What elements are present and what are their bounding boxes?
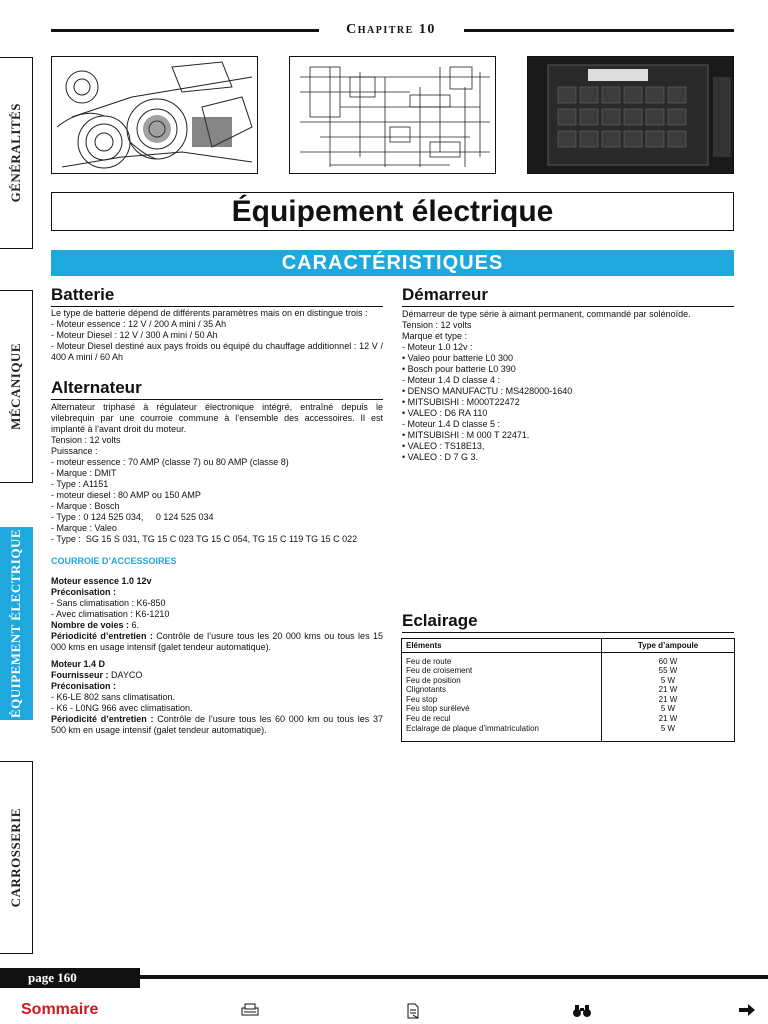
alternateur-line: - Marque : DMIT	[51, 468, 117, 478]
side-tab-generalites[interactable]	[0, 57, 33, 249]
table-row	[402, 685, 735, 695]
footer-rule	[137, 975, 768, 979]
cell-element: Eclairage de plaque d’immatriculation	[406, 723, 539, 733]
courroie-m1-voies	[51, 620, 383, 631]
cell-type: 5 W	[602, 704, 735, 714]
wiring-diagram	[289, 56, 496, 174]
label: Fournisseur :	[51, 670, 109, 680]
side-tab-label: GÉNÉRALITÉS	[8, 103, 23, 203]
batterie-line: - Moteur Diesel destiné aux pays froids ou équipé du chauffage additionnel : 12 V / 400 A mini / 60 Ah	[51, 341, 383, 362]
label: Périodicité d’entretien :	[51, 631, 153, 641]
alternateur-line: Puissance :	[51, 446, 98, 456]
table-row	[402, 657, 735, 667]
alternateur-text	[51, 402, 383, 545]
sommaire-link[interactable]: Sommaire	[21, 1001, 99, 1018]
chapter-rule-left	[51, 29, 319, 32]
demarreur-line: Démarreur de type série à aimant permanent, commandé par solénoïde.	[402, 309, 691, 319]
side-tab-label: MÉCANIQUE	[8, 343, 23, 430]
page-number: page 160	[0, 968, 140, 988]
cell-type: 60 W	[602, 657, 735, 667]
side-tab-label: ÉQUIPEMENT ÉLECTRIQUE	[8, 528, 23, 719]
table-row	[402, 695, 735, 705]
page-title: Équipement électrique	[231, 194, 554, 228]
courroie-m1-line: - Avec climatisation : K6-1210	[51, 609, 170, 619]
demarreur-line: • DENSO MANUFACTU : MS428000-1640	[402, 386, 573, 396]
batterie-line: - Moteur Diesel : 12 V / 300 A mini / 50 Ah	[51, 330, 218, 340]
demarreur-line: - Moteur 1.0 12v :	[402, 342, 473, 352]
courroie-m1-period	[51, 631, 383, 653]
cell-type: 21 W	[602, 695, 735, 705]
cell-type: 55 W	[602, 666, 735, 676]
demarreur-line: • VALEO : D 7 G 3.	[402, 452, 479, 462]
cell-element: Feu de position	[406, 675, 461, 685]
alternateur-line: Tension : 12 volts	[51, 435, 121, 445]
demarreur-line: • VALEO : TS18E13,	[402, 441, 485, 451]
demarreur-line: Tension : 12 volts	[402, 320, 472, 330]
courroie-m1-title: Moteur essence 1.0 12v	[51, 576, 152, 586]
demarreur-text	[402, 309, 734, 463]
cell-type: 21 W	[602, 714, 735, 724]
courroie-m2-title: Moteur 1.4 D	[51, 659, 106, 669]
table-header-row	[402, 639, 735, 653]
demarreur-line: • MITSUBISHI : M000T22472	[402, 397, 520, 407]
section-banner: CARACTÉRISTIQUES	[51, 250, 734, 276]
batterie-intro: Le type de batterie dépend de différents paramètres mais on en distingue trois :	[51, 308, 368, 318]
alternateur-line: - Marque : Bosch	[51, 501, 120, 511]
label: Périodicité d’entretien :	[51, 714, 154, 724]
courroie-m2-line: - K6 - L0NG 966 avec climatisation.	[51, 703, 193, 713]
alternateur-intro: Alternateur triphasé à régulateur électronique intégré, entraîné depuis le vilebrequin par une courroie commune à l’ensemble des accessoires. Il est implanté à l’avant droit du moteur.	[51, 402, 383, 434]
col-elements: Eléments	[402, 639, 602, 653]
fuse-box-photo	[527, 56, 734, 174]
table-row	[402, 714, 735, 724]
courroie-m2-period	[51, 714, 383, 736]
demarreur-line: • MITSUBISHI : M 000 T 22471.	[402, 430, 530, 440]
alternateur-line: - Type : SG 15 S 031, TG 15 C 023 TG 15 C 054, TG 15 C 119 TG 15 C 022	[51, 534, 358, 544]
cell-type: 5 W	[602, 724, 735, 734]
demarreur-line: - Moteur 1.4 D classe 5 :	[402, 419, 501, 429]
alternateur-line: - moteur essence : 70 AMP (classe 7) ou 80 AMP (classe 8)	[51, 457, 289, 467]
value: Contrôle de l’usure tous les 20 000 kms ou tous les 15 000 kms en usage intensif (galet tendeur automatique).	[51, 631, 383, 652]
cell-element: Feu stop surélevé	[406, 704, 470, 714]
alternateur-line: - Type : 0 124 525 034, 0 124 525 034	[51, 512, 214, 522]
page-title-box	[51, 192, 734, 231]
demarreur-line: • Bosch pour batterie L0 390	[402, 364, 516, 374]
cell-element: Feu de route	[406, 656, 452, 666]
eclairage-heading: Eclairage	[402, 611, 734, 633]
table-row	[402, 704, 735, 714]
print-icon[interactable]	[241, 1003, 259, 1020]
demarreur-line: Marque et type :	[402, 331, 468, 341]
courroie-heading: COURROIE D’ACCESSOIRES	[51, 556, 177, 566]
courroie-m2-preco: Préconisation :	[51, 681, 117, 691]
value: DAYCO	[108, 670, 143, 680]
courroie-m1-line: - Sans climatisation : K6-850	[51, 598, 166, 608]
table-row	[402, 724, 735, 734]
side-tab-label: CARROSSERIE	[8, 807, 23, 908]
chapter-rule-right	[464, 29, 734, 32]
cell-type: 21 W	[602, 685, 735, 695]
document-icon[interactable]	[406, 1003, 420, 1022]
binoculars-icon[interactable]	[572, 1003, 592, 1022]
side-tab-mecanique[interactable]	[0, 290, 33, 483]
label: Nombre de voies :	[51, 620, 130, 630]
cell-type: 5 W	[602, 676, 735, 686]
side-tab-carrosserie[interactable]	[0, 761, 33, 954]
alternateur-line: - Type : A1151	[51, 479, 109, 489]
side-tab-equipement-electrique[interactable]	[0, 527, 33, 720]
cell-element: Feu de recul	[406, 714, 451, 724]
table-row	[402, 676, 735, 686]
cell-element: Feu stop	[406, 694, 438, 704]
courroie-m2-line: - K6-LE 802 sans climatisation.	[51, 692, 176, 702]
demarreur-line: • Valeo pour batterie L0 300	[402, 353, 514, 363]
col-type-ampoule: Type d’ampoule	[602, 639, 735, 653]
next-arrow-icon[interactable]	[738, 1003, 756, 1020]
value: Contrôle de l’usure tous les 60 000 km ou tous les 37 500 km en usage intensif (galet tendeur automatique).	[51, 714, 383, 735]
alternateur-heading: Alternateur	[51, 378, 383, 400]
demarreur-line: • VALEO : D6 RA 110	[402, 408, 488, 418]
eclairage-table	[401, 638, 735, 742]
batterie-text	[51, 308, 383, 363]
courroie-m1-preco: Préconisation :	[51, 587, 117, 597]
table-row	[402, 666, 735, 676]
cell-element: Feu de croisement	[406, 666, 473, 676]
alternateur-line: - moteur diesel : 80 AMP ou 150 AMP	[51, 490, 201, 500]
chapter-title: Chapitre 10	[346, 22, 436, 37]
cell-element: Clignotants	[406, 685, 447, 695]
courroie-m2-fourn	[51, 670, 383, 681]
batterie-heading: Batterie	[51, 285, 383, 307]
batterie-line: - Moteur essence : 12 V / 200 A mini / 35 Ah	[51, 319, 227, 329]
value: 6.	[129, 620, 140, 630]
alternator-photo	[51, 56, 258, 174]
demarreur-heading: Démarreur	[402, 285, 734, 307]
alternateur-line: - Marque : Valeo	[51, 523, 117, 533]
courroie-section	[51, 556, 383, 736]
demarreur-line: - Moteur 1.4 D classe 4 :	[402, 375, 501, 385]
